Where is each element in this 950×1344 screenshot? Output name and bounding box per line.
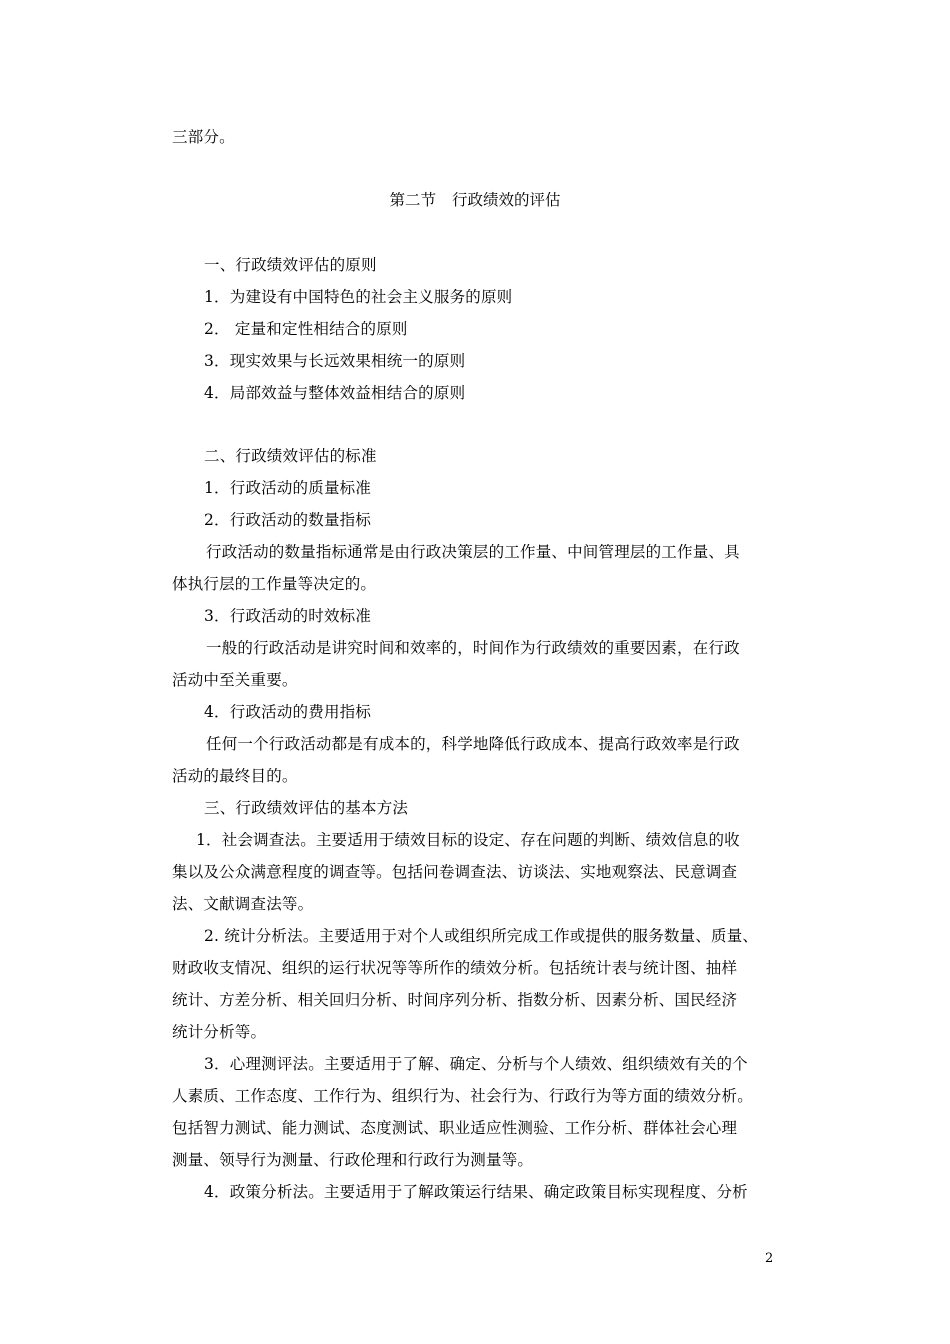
paragraph-line: 任何一个行政活动都是有成本的，科学地降低行政成本、提高行政效率是行政 xyxy=(206,735,740,753)
paragraph-line: 人素质、工作态度、工作行为、组织行为、社会行为、行政行为等方面的绩效分析。 xyxy=(172,1087,753,1105)
paragraph-line: 行政活动的数量指标通常是由行政决策层的工作量、中间管理层的工作量、具 xyxy=(206,543,740,561)
principles-heading: 一、行政绩效评估的原则 xyxy=(204,256,377,274)
standard-item: 3．行政活动的时效标准 xyxy=(204,607,372,625)
intro-tail-text: 三部分。 xyxy=(172,128,235,146)
paragraph-line: 财政收支情况、组织的运行状况等等所作的绩效分析。包括统计表与统计图、抽样 xyxy=(172,959,738,977)
paragraph-line: 3．心理测评法。主要适用于了解、确定、分析与个人绩效、组织绩效有关的个 xyxy=(204,1055,748,1073)
standard-item: 4．行政活动的费用指标 xyxy=(204,703,372,721)
paragraph-line: 1．社会调查法。主要适用于绩效目标的设定、存在问题的判断、绩效信息的收 xyxy=(196,831,740,849)
paragraph-line: 测量、领导行为测量、行政伦理和行政行为测量等。 xyxy=(172,1151,534,1169)
section-title xyxy=(0,190,950,210)
paragraph-line: 统计分析等。 xyxy=(172,1023,267,1041)
paragraph-line: 4．政策分析法。主要适用于了解政策运行结果、确定政策目标实现程度、分析 xyxy=(204,1183,748,1201)
section-label: 第二节 xyxy=(389,191,436,209)
paragraph-line: 集以及公众满意程度的调查等。包括问卷调查法、访谈法、实地观察法、民意调查 xyxy=(172,863,738,881)
standard-item: 1．行政活动的质量标准 xyxy=(204,479,372,497)
principle-item: 1．为建设有中国特色的社会主义服务的原则 xyxy=(204,288,513,306)
paragraph-line: 体执行层的工作量等决定的。 xyxy=(172,575,377,593)
paragraph-line: 活动中至关重要。 xyxy=(172,671,298,689)
paragraph-line: 统计、方差分析、相关回归分析、时间序列分析、指数分析、因素分析、国民经济 xyxy=(172,991,738,1009)
page-number: 2 xyxy=(765,1251,774,1266)
principle-item: 2． 定量和定性相结合的原则 xyxy=(204,320,408,338)
principle-item: 3．现实效果与长远效果相统一的原则 xyxy=(204,352,466,370)
paragraph-line: 包括智力测试、能力测试、态度测试、职业适应性测验、工作分析、群体社会心理 xyxy=(172,1119,738,1137)
section-title-text: 行政绩效的评估 xyxy=(452,191,561,209)
standards-heading: 二、行政绩效评估的标准 xyxy=(204,447,377,465)
paragraph-line: 2. 统计分析法。主要适用于对个人或组织所完成工作或提供的服务数量、质量、 xyxy=(204,927,759,945)
paragraph-line: 一般的行政活动是讲究时间和效率的，时间作为行政绩效的重要因素，在行政 xyxy=(206,639,740,657)
methods-heading: 三、行政绩效评估的基本方法 xyxy=(204,799,409,817)
principle-item: 4．局部效益与整体效益相结合的原则 xyxy=(204,384,466,402)
paragraph-line: 活动的最终目的。 xyxy=(172,767,298,785)
standard-item: 2．行政活动的数量指标 xyxy=(204,511,372,529)
paragraph-line: 法、文献调查法等。 xyxy=(172,895,314,913)
